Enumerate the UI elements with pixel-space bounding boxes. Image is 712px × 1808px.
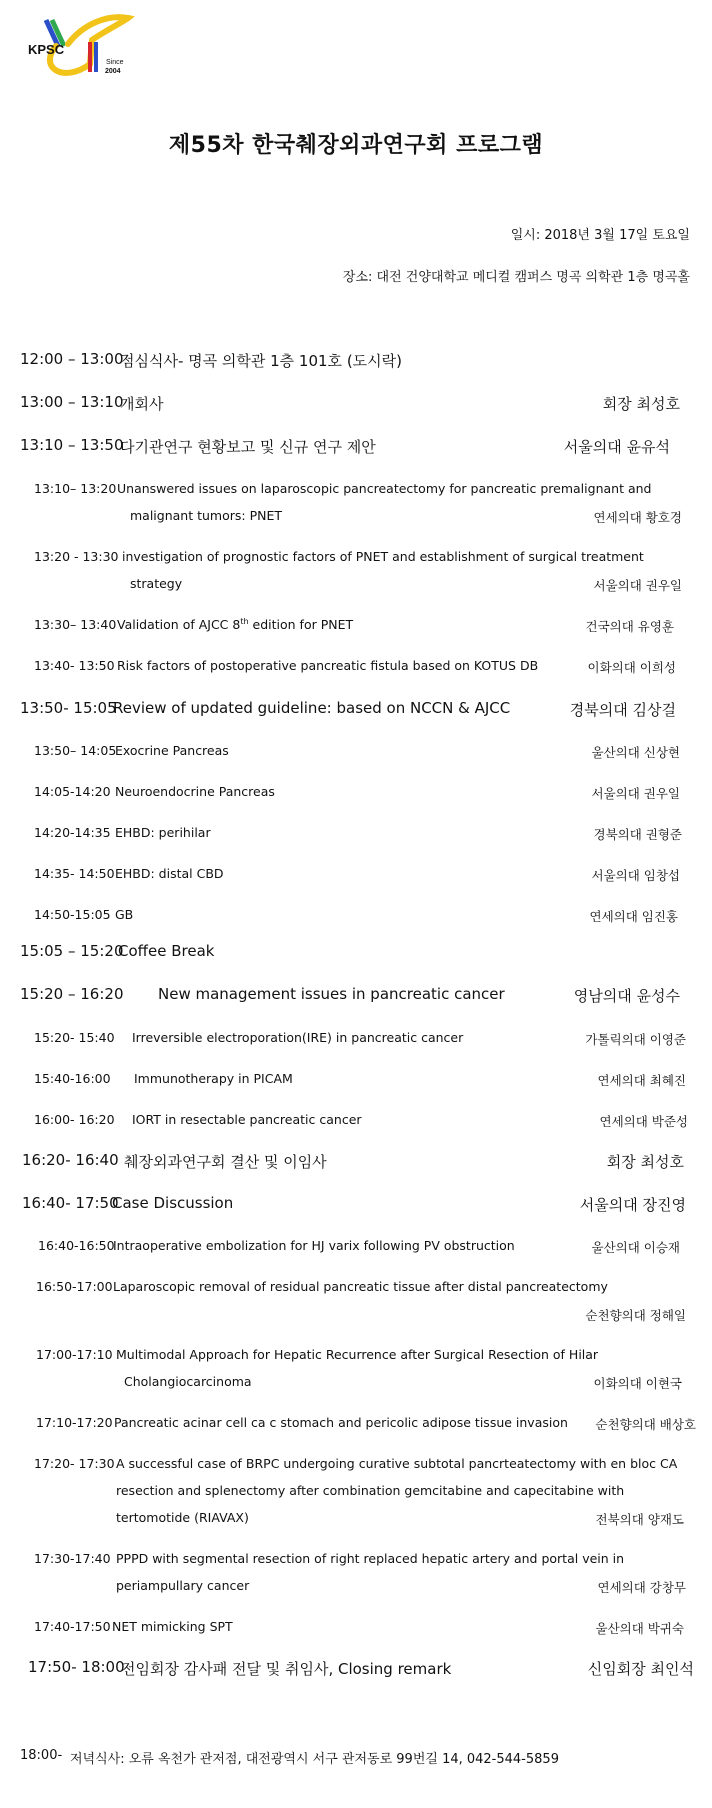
program-row bbox=[0, 1456, 712, 1480]
talk-title: Neuroendocrine Pancreas bbox=[115, 784, 275, 799]
program-row bbox=[0, 481, 712, 505]
program-row bbox=[0, 658, 712, 682]
talk-speaker: 이화의대 이희성 bbox=[587, 660, 676, 675]
talk-title: IORT in resectable pancreatic cancer bbox=[132, 1112, 362, 1127]
talk-title: Irreversible electroporation(IRE) in pancreatic cancer bbox=[132, 1030, 464, 1045]
program-row bbox=[0, 907, 712, 931]
talk-time: 14:50-15:05 bbox=[34, 907, 111, 922]
session-title: 개회사 bbox=[120, 395, 164, 413]
page-title: 제55차 한국췌장외과연구회 프로그램 bbox=[168, 133, 544, 158]
program-row bbox=[0, 1658, 712, 1682]
session-speaker: 회장 최성호 bbox=[602, 395, 680, 413]
talk-speaker: 건국의대 유영훈 bbox=[585, 619, 674, 634]
talk-title: Immunotherapy in PICAM bbox=[134, 1071, 293, 1086]
talk-time: 13:40- 13:50 bbox=[34, 658, 115, 673]
program-row bbox=[0, 1551, 712, 1575]
talk-speaker: 전북의대 양재도 bbox=[595, 1512, 684, 1527]
event-date: 일시: 2018년 3월 17일 토요일 bbox=[510, 228, 690, 243]
session-title: 췌장외과연구회 결산 및 이임사 bbox=[124, 1153, 327, 1171]
talk-time: 17:00-17:10 bbox=[36, 1347, 113, 1362]
session-title: Review of updated guideline: based on NCCN & AJCC bbox=[113, 699, 511, 717]
session-speaker: 서울의대 윤유석 bbox=[563, 438, 670, 456]
program-row bbox=[0, 1030, 712, 1054]
talk-speaker: 울산의대 박귀숙 bbox=[595, 1621, 684, 1636]
session-title: Case Discussion bbox=[112, 1194, 234, 1212]
program-row bbox=[0, 784, 712, 808]
session-time: 15:05 – 15:20 bbox=[20, 942, 124, 960]
program-row bbox=[0, 1238, 712, 1262]
talk-title: PPPD with segmental resection of right replaced hepatic artery and portal vein in bbox=[116, 1551, 625, 1566]
program-row bbox=[0, 825, 712, 849]
talk-title: Risk factors of postoperative pancreatic fistula based on KOTUS DB bbox=[117, 658, 539, 673]
session-title: 전임회장 감사패 전달 및 취임사, Closing remark bbox=[121, 1660, 452, 1678]
session-time: 17:50- 18:00 bbox=[28, 1658, 125, 1676]
talk-title: EHBD: distal CBD bbox=[115, 866, 224, 881]
program-row bbox=[0, 985, 712, 1009]
talk-speaker: 가톨릭의대 이영준 bbox=[585, 1032, 686, 1047]
talk-speaker: 서울의대 권우일 bbox=[591, 786, 680, 801]
talk-time: 16:50-17:00 bbox=[36, 1279, 113, 1294]
talk-title: GB bbox=[115, 907, 134, 922]
talk-time: 14:20-14:35 bbox=[34, 825, 111, 840]
talk-speaker: 연세의대 임진홍 bbox=[589, 909, 678, 924]
talk-speaker: 순천향의대 배상호 bbox=[595, 1417, 696, 1432]
talk-time: 17:40-17:50 bbox=[34, 1619, 111, 1634]
program-row bbox=[0, 1347, 712, 1371]
session-speaker: 신임회장 최인석 bbox=[587, 1660, 694, 1678]
dinner-info: 저녁식사: 오류 옥천가 관저점, 대전광역시 서구 관저동로 99번길 14, 042-544-5859 bbox=[70, 1752, 559, 1767]
session-title: 점심식사- 명곡 의학관 1층 101호 (도시락) bbox=[120, 352, 402, 370]
session-title: 다기관연구 현황보고 및 신규 연구 제안 bbox=[120, 438, 376, 456]
talk-title-cont: Cholangiocarcinoma bbox=[124, 1374, 252, 1389]
talk-time: 14:35- 14:50 bbox=[34, 866, 115, 881]
talk-time: 17:10-17:20 bbox=[36, 1415, 113, 1430]
talk-speaker: 연세의대 강창무 bbox=[597, 1580, 686, 1595]
talk-speaker: 연세의대 최혜진 bbox=[597, 1073, 686, 1088]
talk-time: 16:00- 16:20 bbox=[34, 1112, 115, 1127]
program-row bbox=[0, 743, 712, 767]
program-row bbox=[0, 549, 712, 573]
talk-title: Laparoscopic removal of residual pancreatic tissue after distal pancreatectomy bbox=[113, 1279, 608, 1294]
talk-title: Validation of AJCC 8th edition for PNET bbox=[117, 617, 354, 633]
talk-speaker: 울산의대 이승재 bbox=[591, 1240, 680, 1255]
session-title: Coffee Break bbox=[118, 942, 215, 960]
kpsc-logo bbox=[28, 12, 138, 84]
talk-time: 16:40-16:50 bbox=[38, 1238, 115, 1253]
session-time: 16:40- 17:50 bbox=[22, 1194, 119, 1212]
program-row bbox=[0, 1748, 712, 1772]
session-time: 13:10 – 13:50 bbox=[20, 436, 124, 454]
talk-speaker: 순천향의대 정해일 bbox=[585, 1308, 686, 1323]
program-row bbox=[0, 699, 712, 723]
talk-speaker: 서울의대 권우일 bbox=[593, 578, 682, 593]
session-speaker: 서울의대 장진영 bbox=[579, 1196, 686, 1214]
talk-title: Exocrine Pancreas bbox=[115, 743, 229, 758]
svg-text:2004: 2004 bbox=[105, 68, 121, 75]
talk-time: 13:20 - 13:30 bbox=[34, 549, 119, 564]
session-speaker: 회장 최성호 bbox=[606, 1153, 684, 1171]
dinner-time: 18:00- bbox=[20, 1748, 63, 1763]
program-row bbox=[0, 436, 712, 460]
talk-time: 17:20- 17:30 bbox=[34, 1456, 115, 1471]
program-row bbox=[0, 350, 712, 374]
talk-time: 15:20- 15:40 bbox=[34, 1030, 115, 1045]
session-title: New management issues in pancreatic cancer bbox=[158, 985, 505, 1003]
session-time: 12:00 – 13:00 bbox=[20, 350, 124, 368]
program-row bbox=[0, 866, 712, 890]
program-row bbox=[0, 393, 712, 417]
program-row bbox=[0, 942, 712, 966]
program-row bbox=[0, 1112, 712, 1136]
talk-title-cont: resection and splenectomy after combination gemcitabine and capecitabine with bbox=[116, 1483, 625, 1498]
program-row bbox=[0, 1619, 712, 1643]
talk-speaker: 울산의대 신상현 bbox=[591, 745, 680, 760]
talk-time: 15:40-16:00 bbox=[34, 1071, 111, 1086]
talk-title: Multimodal Approach for Hepatic Recurrence after Surgical Resection of Hilar bbox=[116, 1347, 599, 1362]
program-row bbox=[0, 1415, 712, 1439]
talk-title: EHBD: perihilar bbox=[115, 825, 211, 840]
talk-speaker: 경북의대 권형준 bbox=[593, 827, 682, 842]
program-row bbox=[0, 1279, 712, 1303]
talk-speaker: 서울의대 임창섭 bbox=[591, 868, 680, 883]
program-row bbox=[0, 1151, 712, 1175]
talk-title-cont: periampullary cancer bbox=[116, 1578, 250, 1593]
talk-time: 17:30-17:40 bbox=[34, 1551, 111, 1566]
talk-time: 13:10– 13:20 bbox=[34, 481, 117, 496]
talk-title: Pancreatic acinar cell ca c stomach and pericolic adipose tissue invasion bbox=[114, 1415, 568, 1430]
talk-title: A successful case of BRPC undergoing curative subtotal pancrteatectomy with en bloc CA bbox=[116, 1456, 678, 1471]
talk-time: 13:50– 14:05 bbox=[34, 743, 117, 758]
talk-title-cont: tertomotide (RIAVAX) bbox=[116, 1510, 249, 1525]
session-time: 15:20 – 16:20 bbox=[20, 985, 124, 1003]
talk-time: 13:30– 13:40 bbox=[34, 617, 117, 632]
session-speaker: 경북의대 김상걸 bbox=[569, 701, 676, 719]
session-time: 13:50- 15:05 bbox=[20, 699, 117, 717]
program-row bbox=[0, 1071, 712, 1095]
session-time: 16:20- 16:40 bbox=[22, 1151, 119, 1169]
program-row bbox=[0, 1194, 712, 1218]
svg-text:KPSC: KPSC bbox=[28, 42, 65, 57]
talk-speaker: 연세의대 박준성 bbox=[599, 1114, 688, 1129]
talk-title: NET mimicking SPT bbox=[112, 1619, 233, 1634]
session-time: 13:00 – 13:10 bbox=[20, 393, 124, 411]
talk-speaker: 이화의대 이현국 bbox=[593, 1376, 682, 1391]
session-speaker: 영남의대 윤성수 bbox=[573, 987, 680, 1005]
talk-speaker: 연세의대 황호경 bbox=[593, 510, 682, 525]
svg-text:Since: Since bbox=[106, 59, 124, 66]
event-venue: 장소: 대전 건양대학교 메디컬 캠퍼스 명곡 의학관 1층 명곡홀 bbox=[342, 270, 690, 285]
talk-title: Unanswered issues on laparoscopic pancreatectomy for pancreatic premalignant and bbox=[117, 481, 652, 496]
talk-title-cont: malignant tumors: PNET bbox=[130, 508, 283, 523]
talk-time: 14:05-14:20 bbox=[34, 784, 111, 799]
talk-title: investigation of prognostic factors of PNET and establishment of surgical treatment bbox=[122, 549, 644, 564]
talk-title: Intraoperative embolization for HJ varix following PV obstruction bbox=[113, 1238, 515, 1253]
talk-title-cont: strategy bbox=[130, 576, 183, 591]
program-row bbox=[0, 617, 712, 641]
